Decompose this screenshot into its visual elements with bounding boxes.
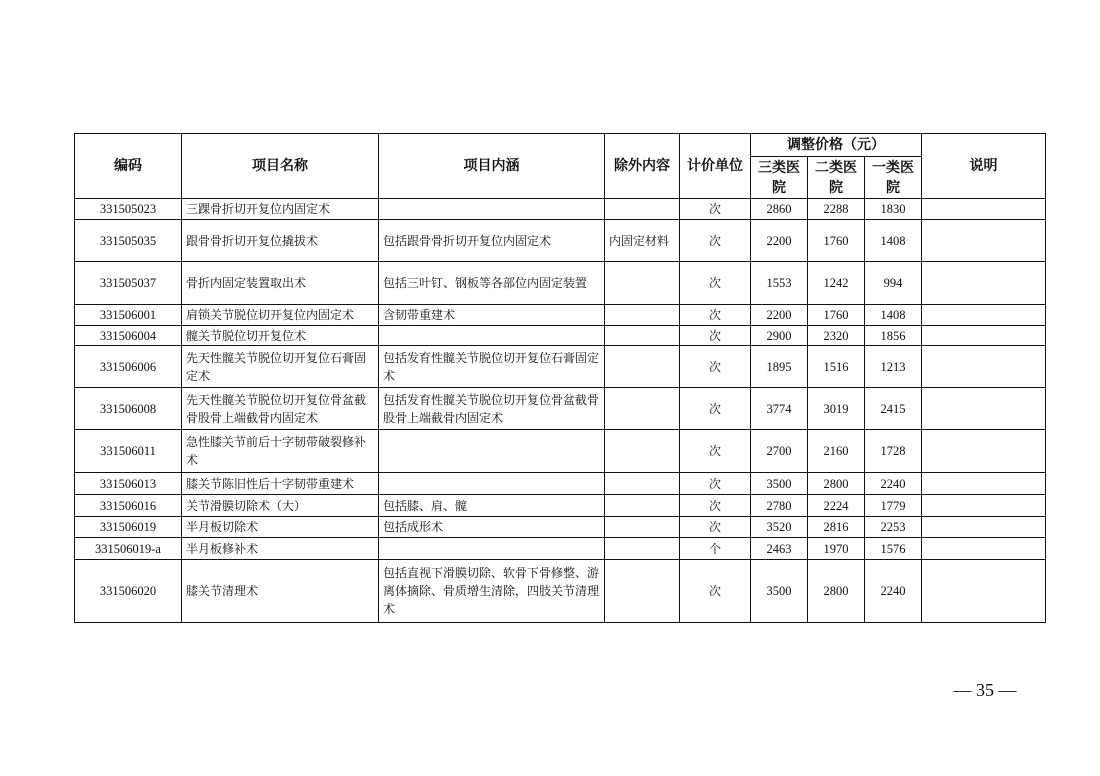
row-exclusions: [605, 495, 680, 517]
row-price-tier2: 1242: [808, 262, 865, 305]
row-price-tier1: 1728: [865, 430, 922, 473]
row-name: 先天性髋关节脱位切开复位骨盆截骨股骨上端截骨内固定术: [182, 388, 379, 430]
header-tier2: 二类医院: [808, 157, 865, 199]
table-row: [75, 538, 1046, 560]
row-name: 膝关节陈旧性后十字韧带重建术: [182, 473, 379, 495]
row-unit: 次: [680, 220, 751, 262]
header-exclusions: 除外内容: [605, 134, 680, 199]
header-note: 说明: [922, 134, 1046, 199]
row-code: 331505023: [75, 199, 182, 220]
row-price-tier3: 2200: [751, 305, 808, 326]
row-note: [922, 495, 1046, 517]
row-exclusions: [605, 262, 680, 305]
row-code: 331506004: [75, 326, 182, 346]
row-price-tier3: 3520: [751, 517, 808, 538]
row-price-tier2: 2160: [808, 430, 865, 473]
row-price-tier3: 2900: [751, 326, 808, 346]
row-note: [922, 305, 1046, 326]
row-note: [922, 199, 1046, 220]
row-content: [379, 199, 605, 220]
row-price-tier1: 2240: [865, 473, 922, 495]
row-exclusions: 内固定材料: [605, 220, 680, 262]
row-exclusions: [605, 346, 680, 388]
row-code: 331506016: [75, 495, 182, 517]
header-code: 编码: [75, 134, 182, 199]
row-content: 包括跟骨骨折切开复位内固定术: [379, 220, 605, 262]
row-price-tier3: 3500: [751, 560, 808, 623]
row-code: 331505035: [75, 220, 182, 262]
row-code: 331506019-a: [75, 538, 182, 560]
row-price-tier2: 2800: [808, 473, 865, 495]
row-price-tier3: 2463: [751, 538, 808, 560]
row-exclusions: [605, 560, 680, 623]
row-price-tier3: 2200: [751, 220, 808, 262]
row-note: [922, 346, 1046, 388]
row-price-tier3: 3500: [751, 473, 808, 495]
row-unit: 次: [680, 517, 751, 538]
row-price-tier3: 1553: [751, 262, 808, 305]
row-price-tier1: 2240: [865, 560, 922, 623]
row-note: [922, 473, 1046, 495]
row-price-tier2: 2320: [808, 326, 865, 346]
table-row: [75, 388, 1046, 430]
row-name: 急性膝关节前后十字韧带破裂修补术: [182, 430, 379, 473]
row-code: 331506011: [75, 430, 182, 473]
row-price-tier1: 1408: [865, 220, 922, 262]
row-unit: 次: [680, 495, 751, 517]
row-unit: 次: [680, 388, 751, 430]
row-price-tier2: 1970: [808, 538, 865, 560]
row-name: 骨折内固定装置取出术: [182, 262, 379, 305]
row-content: 包括膝、肩、髋: [379, 495, 605, 517]
row-code: 331506001: [75, 305, 182, 326]
header-price-group: 调整价格（元）: [751, 134, 922, 157]
header-name: 项目名称: [182, 134, 379, 199]
row-price-tier2: 1516: [808, 346, 865, 388]
row-price-tier3: 3774: [751, 388, 808, 430]
row-exclusions: [605, 388, 680, 430]
row-exclusions: [605, 473, 680, 495]
table-row: [75, 220, 1046, 262]
row-name: 关节滑膜切除术（大）: [182, 495, 379, 517]
row-unit: 次: [680, 430, 751, 473]
row-code: 331506019: [75, 517, 182, 538]
row-exclusions: [605, 305, 680, 326]
row-price-tier1: 994: [865, 262, 922, 305]
row-price-tier2: 2288: [808, 199, 865, 220]
header-tier1: 一类医院: [865, 157, 922, 199]
row-note: [922, 326, 1046, 346]
row-unit: 次: [680, 473, 751, 495]
price-table: [74, 133, 1046, 623]
row-code: 331506013: [75, 473, 182, 495]
row-price-tier1: 1576: [865, 538, 922, 560]
row-exclusions: [605, 538, 680, 560]
table-row: [75, 473, 1046, 495]
table-row: [75, 326, 1046, 346]
row-name: 半月板修补术: [182, 538, 379, 560]
row-price-tier2: 2800: [808, 560, 865, 623]
row-unit: 次: [680, 560, 751, 623]
row-content: [379, 430, 605, 473]
table-row: [75, 430, 1046, 473]
row-price-tier3: 2860: [751, 199, 808, 220]
row-price-tier2: 1760: [808, 305, 865, 326]
header-unit: 计价单位: [680, 134, 751, 199]
table-row: [75, 517, 1046, 538]
table-row: [75, 346, 1046, 388]
table-body: [75, 199, 1046, 623]
row-price-tier2: 2816: [808, 517, 865, 538]
row-price-tier2: 3019: [808, 388, 865, 430]
table-row: [75, 560, 1046, 623]
row-code: 331506006: [75, 346, 182, 388]
row-content: [379, 538, 605, 560]
row-content: 含韧带重建术: [379, 305, 605, 326]
row-unit: 次: [680, 199, 751, 220]
row-price-tier2: 1760: [808, 220, 865, 262]
row-price-tier2: 2224: [808, 495, 865, 517]
row-note: [922, 517, 1046, 538]
row-code: 331506008: [75, 388, 182, 430]
row-name: 膝关节清理术: [182, 560, 379, 623]
row-exclusions: [605, 326, 680, 346]
row-name: 半月板切除术: [182, 517, 379, 538]
row-content: 包括成形术: [379, 517, 605, 538]
table-row: [75, 495, 1046, 517]
row-note: [922, 430, 1046, 473]
table-row: [75, 305, 1046, 326]
page-number: — 35 —: [953, 680, 1017, 700]
row-content: 包括直视下滑膜切除、软骨下骨修整、游离体摘除、骨质增生清除，四肢关节清理术: [379, 560, 605, 623]
row-note: [922, 388, 1046, 430]
table-row: [75, 199, 1046, 220]
row-code: 331506020: [75, 560, 182, 623]
row-price-tier1: 1830: [865, 199, 922, 220]
row-name: 跟骨骨折切开复位撬拔术: [182, 220, 379, 262]
row-price-tier3: 2780: [751, 495, 808, 517]
row-price-tier1: 1213: [865, 346, 922, 388]
row-unit: 次: [680, 346, 751, 388]
row-name: 髋关节脱位切开复位术: [182, 326, 379, 346]
row-note: [922, 220, 1046, 262]
row-unit: 个: [680, 538, 751, 560]
row-content: 包括发育性髋关节脱位切开复位骨盆截骨股骨上端截骨内固定术: [379, 388, 605, 430]
row-price-tier1: 2253: [865, 517, 922, 538]
row-note: [922, 262, 1046, 305]
row-price-tier3: 2700: [751, 430, 808, 473]
row-exclusions: [605, 199, 680, 220]
row-price-tier1: 2415: [865, 388, 922, 430]
row-price-tier1: 1856: [865, 326, 922, 346]
row-content: 包括三叶钉、钢板等各部位内固定装置: [379, 262, 605, 305]
header-content: 项目内涵: [379, 134, 605, 199]
row-note: [922, 538, 1046, 560]
header-tier3: 三类医院: [751, 157, 808, 199]
row-name: 先天性髋关节脱位切开复位石膏固定术: [182, 346, 379, 388]
row-name: 三踝骨折切开复位内固定术: [182, 199, 379, 220]
row-content: 包括发育性髋关节脱位切开复位石膏固定术: [379, 346, 605, 388]
row-content: [379, 473, 605, 495]
table-row: [75, 262, 1046, 305]
row-exclusions: [605, 430, 680, 473]
row-unit: 次: [680, 262, 751, 305]
row-price-tier1: 1408: [865, 305, 922, 326]
row-name: 肩锁关节脱位切开复位内固定术: [182, 305, 379, 326]
row-exclusions: [605, 517, 680, 538]
row-code: 331505037: [75, 262, 182, 305]
row-unit: 次: [680, 305, 751, 326]
row-unit: 次: [680, 326, 751, 346]
row-price-tier1: 1779: [865, 495, 922, 517]
row-content: [379, 326, 605, 346]
row-note: [922, 560, 1046, 623]
row-price-tier3: 1895: [751, 346, 808, 388]
